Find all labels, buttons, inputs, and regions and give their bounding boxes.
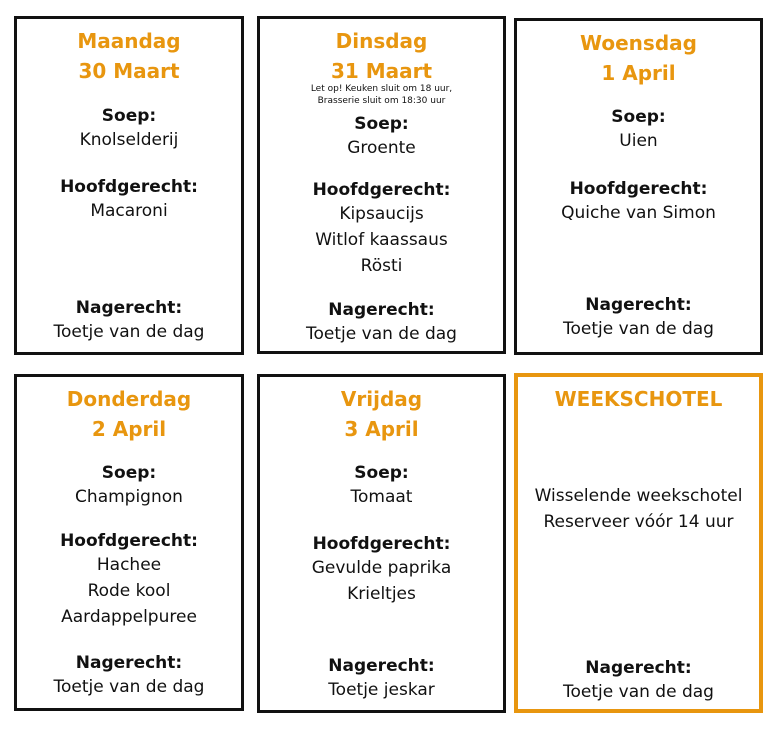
main-item: Macaroni — [90, 201, 168, 221]
menu-card-weekschotel — [514, 373, 763, 713]
dessert-item: Toetje van de dag — [563, 682, 714, 702]
menu-card-dinsdag — [257, 16, 506, 354]
soup-label: Soep: — [611, 107, 666, 127]
day-name: Dinsdag — [335, 29, 428, 53]
day-date: 30 Maart — [78, 59, 180, 83]
main-item: Rösti — [360, 256, 403, 276]
main-item: Aardappelpuree — [61, 607, 197, 627]
dessert-label: Nagerecht: — [328, 300, 435, 320]
main-label: Hoofdgerecht: — [312, 534, 451, 554]
notice-line: Brasserie sluit om 18:30 uur — [317, 96, 446, 106]
main-item: Witlof kaassaus — [315, 230, 448, 250]
weekschotel-title: WEEKSCHOTEL — [554, 387, 723, 411]
dessert-section — [518, 657, 759, 705]
main-section — [17, 530, 241, 630]
dessert-section — [17, 297, 241, 345]
main-label: Hoofdgerecht: — [569, 179, 708, 199]
soup-label: Soep: — [101, 106, 157, 126]
day-date: 3 April — [344, 417, 419, 441]
soup-item: Uien — [619, 131, 658, 151]
soup-item: Knolselderij — [79, 130, 179, 150]
dessert-label: Nagerecht: — [328, 656, 435, 676]
menu-card-woensdag — [514, 18, 763, 355]
main-section — [260, 179, 503, 279]
soup-section — [17, 462, 241, 510]
soup-label: Soep: — [354, 114, 409, 134]
weekschotel-line: Reserveer vóór 14 uur — [543, 512, 734, 532]
soup-item: Champignon — [75, 487, 183, 507]
day-date: 31 Maart — [330, 59, 433, 83]
dessert-item: Toetje van de dag — [563, 319, 714, 339]
notice-text — [260, 83, 503, 107]
dessert-item: Toetje van de dag — [306, 324, 457, 344]
main-item: Krieltjes — [347, 584, 416, 604]
dessert-item: Toetje van de dag — [53, 322, 205, 342]
weekschotel-line: Wisselende weekschotel — [534, 486, 743, 506]
day-name: Vrijdag — [340, 387, 423, 411]
main-label: Hoofdgerecht: — [60, 531, 198, 551]
soup-label: Soep: — [354, 463, 409, 483]
dessert-label: Nagerecht: — [585, 295, 692, 315]
weekschotel-description — [518, 483, 759, 535]
dessert-section — [260, 299, 503, 347]
main-label: Hoofdgerecht: — [312, 180, 451, 200]
main-section — [17, 176, 241, 224]
soup-item: Tomaat — [350, 487, 413, 507]
dessert-label: Nagerecht: — [75, 298, 183, 318]
dessert-label: Nagerecht: — [585, 658, 692, 678]
day-name: Donderdag — [66, 387, 192, 411]
soup-section — [260, 462, 503, 510]
dessert-label: Nagerecht: — [75, 653, 183, 673]
main-item: Gevulde paprika — [311, 558, 452, 578]
dessert-section — [517, 294, 760, 342]
dessert-section — [17, 652, 241, 700]
day-name: Woensdag — [580, 31, 697, 55]
main-item: Kipsaucijs — [339, 204, 424, 224]
day-date: 1 April — [601, 61, 676, 85]
soup-section — [517, 106, 760, 154]
soup-section — [17, 105, 241, 153]
main-label: Hoofdgerecht: — [60, 177, 198, 197]
day-date: 2 April — [91, 417, 167, 441]
menu-card-maandag — [14, 16, 244, 355]
main-section — [517, 178, 760, 226]
dessert-item: Toetje van de dag — [53, 677, 205, 697]
main-item: Hachee — [96, 555, 162, 575]
dessert-section — [260, 655, 503, 703]
main-item: Rode kool — [87, 581, 171, 601]
dessert-item: Toetje jeskar — [328, 680, 435, 700]
soup-section — [260, 113, 503, 161]
menu-card-donderdag — [14, 374, 244, 711]
main-item: Quiche van Simon — [561, 203, 716, 223]
day-name: Maandag — [77, 29, 181, 53]
notice-line: Let op! Keuken sluit om 18 uur, — [310, 84, 453, 94]
main-section — [260, 533, 503, 607]
menu-card-vrijdag — [257, 374, 506, 713]
soup-label: Soep: — [101, 463, 157, 483]
soup-item: Groente — [347, 138, 416, 158]
